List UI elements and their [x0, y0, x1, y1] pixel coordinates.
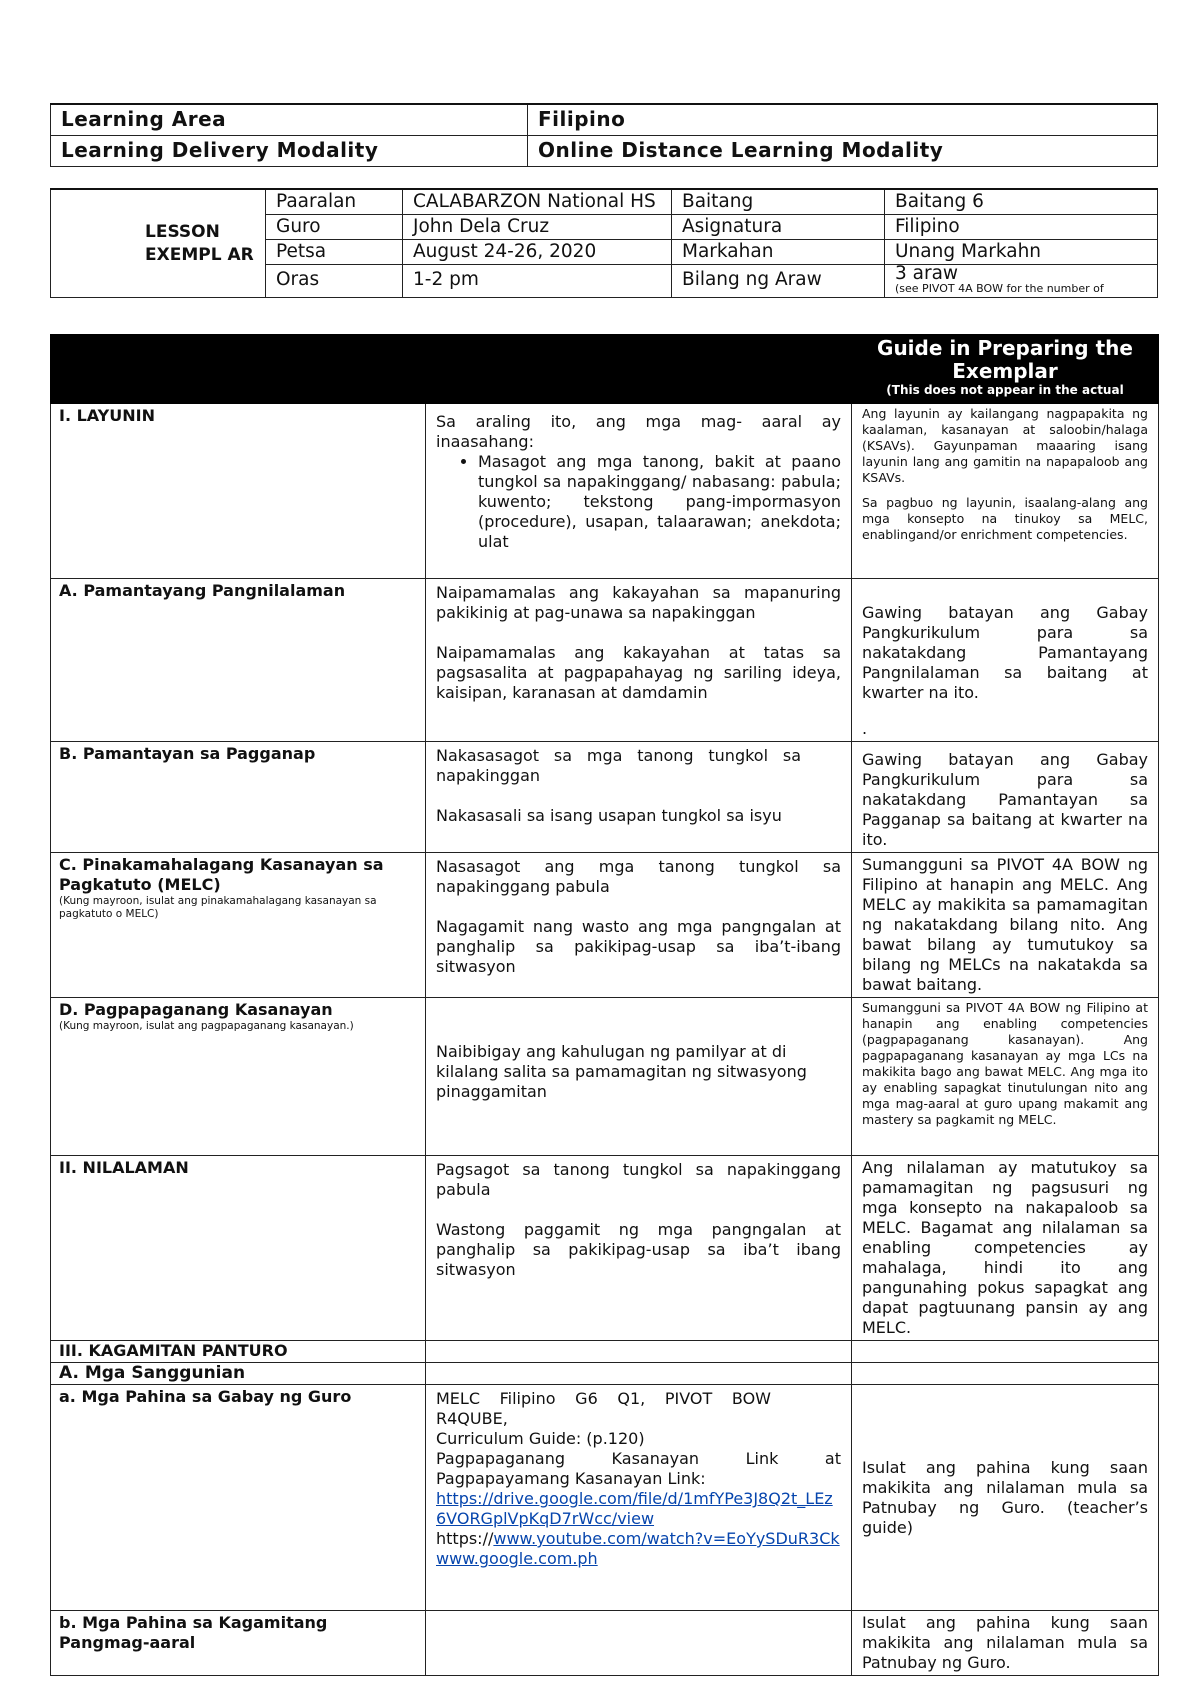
- nilalaman-text-2: Wastong paggamit ng mga pangngalan at panghalip sa pakikipag-usap sa iba’t ibang sitwasyon: [436, 1220, 841, 1279]
- info-value: Baitang 6: [885, 189, 1158, 215]
- table-row: [51, 998, 1159, 1156]
- info-value: Filipino: [885, 215, 1158, 240]
- kasanayan-guide: Sumangguni sa PIVOT 4A BOW ng Filipino at hanapin ang enabling competencies (pagpapaganang kasanayan). Ang pagpapaganang kasanayan ay mga LCs na makikita bago ang bawat MELC. Ang mga ito ay enabling sapagkat tinutulungan nito ang mga mag-aaral at guro upang makamit ang mastery sa pagkamit ng MELC.: [862, 1000, 1148, 1127]
- pangnilalaman-text-2: Naipamamalas ang kakayahan at tatas sa pagsasalita at pagpapahayag ng sariling ideya, kaisipan, karanasan at damdamin: [436, 643, 841, 702]
- layunin-intro: Sa araling ito, ang mga mag- aaral ay inaasahang:: [436, 412, 841, 451]
- modality-value: Online Distance Learning Modality: [528, 136, 1158, 167]
- table-row: [51, 1611, 1159, 1676]
- table-row: [51, 742, 1159, 853]
- table-row: [51, 853, 1159, 998]
- info-value: 1-2 pm: [403, 265, 672, 298]
- melc-note: (Kung mayroon, isulat ang pinakamahalagang kasanayan sa pagkatuto o MELC): [59, 895, 377, 920]
- info-key: Petsa: [266, 240, 403, 265]
- lesson-exemplar-label: LESSON EXEMPL AR: [51, 189, 266, 298]
- table-row: [51, 579, 1159, 742]
- youtube-link[interactable]: www.youtube.com/watch?v=EoYySDuR3Ck: [493, 1529, 840, 1548]
- guide-subtitle: (This does not appear in the actual: [886, 383, 1124, 397]
- layunin-bullet: • Masagot ang mga tanong, bakit at paano tungkol sa napakinggang/ nabasang: pabula; kuwento; tekstong pang-impormasyon (procedure), usapan, talaarawan; anekdota; ulat: [478, 452, 841, 552]
- info-value: CALABARZON National HS: [403, 189, 672, 215]
- table-row: [51, 1341, 1159, 1363]
- kasanayan-label: D. Pagpapaganang Kasanayan: [59, 1000, 333, 1019]
- table-row: [51, 404, 1159, 579]
- nilalaman-text-1: Pagsagot sa tanong tungkol sa napakinggang pabula: [436, 1160, 841, 1199]
- days-note: (see PIVOT 4A BOW for the number of: [895, 282, 1104, 295]
- header-table: [50, 103, 1158, 167]
- info-key: Markahan: [672, 240, 885, 265]
- info-key: Oras: [266, 265, 403, 298]
- melc-text-2: Nagagamit nang wasto ang mga pangngalan at panghalip sa pakikipag-usap sa iba’t-ibang sitwasyon: [436, 917, 841, 976]
- kagamitang-pangmag-label: b. Mga Pahina sa Kagamitang Pangmag-aaral: [59, 1613, 328, 1652]
- table-row: [51, 1156, 1159, 1341]
- guide-title: Guide in Preparing the Exemplar: [877, 336, 1133, 383]
- pagganap-label: B. Pamantayan sa Pagganap: [51, 742, 426, 853]
- gabay-line-2: Curriculum Guide: (p.120): [436, 1429, 645, 1448]
- kasanayan-text: Naibibigay ang kahulugan ng pamilyar at di kilalang salita sa pamamagitan ng sitwasyong pinaggamitan: [436, 1042, 807, 1101]
- pangnilalaman-text-1: Naipamamalas ang kakayahan sa mapanuring pakikinig at pag-unawa sa napakinggan: [436, 583, 841, 622]
- exemplar-table: [50, 334, 1159, 1676]
- info-key: Asignatura: [672, 215, 885, 240]
- learning-area-label: Learning Area: [51, 104, 528, 136]
- layunin-label: I. LAYUNIN: [51, 404, 426, 579]
- pangnilalaman-guide-dot: .: [862, 719, 868, 738]
- info-key: Guro: [266, 215, 403, 240]
- kagamitang-pangmag-guide: Isulat ang pahina kung saan makikita ang nilalaman mula sa Patnubay ng Guro.: [862, 1613, 1148, 1672]
- melc-text-1: Nasasagot ang mga tanong tungkol sa napakinggang pabula: [436, 857, 841, 896]
- gabay-label: a. Mga Pahina sa Gabay ng Guro: [51, 1385, 426, 1611]
- pangnilalaman-label: A. Pamantayang Pangnilalaman: [51, 579, 426, 742]
- google-link[interactable]: www.google.com.ph: [436, 1549, 598, 1568]
- melc-guide: Sumangguni sa PIVOT 4A BOW ng Filipino at hanapin ang MELC. Ang MELC ay makikita sa pamamagitan ng nakatakdang bilang nito. Ang bawat bilang ay tumutukoy sa bilang ng MELCs na nakatakda sa bawat baitang.: [862, 855, 1148, 994]
- modality-label: Learning Delivery Modality: [51, 136, 528, 167]
- days-value: 3 araw: [895, 264, 959, 284]
- nilalaman-guide: Ang nilalaman ay matutukoy sa pamamagitan ng pagsusuri ng mga konsepto na nakapaloob sa MELC. Bagamat ang nilalaman sa enabling competencies ay mahalaga, hindi ito ang pangunahing pokus sapagkat ang dapat pagtuunang pansin ay ang MELC.: [862, 1158, 1148, 1337]
- nilalaman-label: II. NILALAMAN: [51, 1156, 426, 1341]
- info-table: [50, 188, 1158, 298]
- info-value: Unang Markahn: [885, 240, 1158, 265]
- learning-area-value: Filipino: [528, 104, 1158, 136]
- gabay-guide: Isulat ang pahina kung saan makikita ang nilalaman mula sa Patnubay ng Guro. (teacher’s guide): [862, 1457, 1148, 1537]
- guide-header-row: [51, 335, 1159, 404]
- youtube-link-prefix: https://: [436, 1529, 494, 1548]
- layunin-guide-1: Ang layunin ay kailangang nagpapakita ng kaalaman, kasanayan at saloobin/halaga (KSAVs). Gayunpaman maaaring isang layunin lang ang gamitin na napapaloob ang KSAVs.: [862, 406, 1148, 485]
- melc-label: C. Pinakamahalagang Kasanayan sa Pagkatuto (MELC): [59, 855, 384, 894]
- drive-link[interactable]: https://drive.google.com/file/d/1mfYPe3J8Q2t_LEz6VORGplVpKqD7rWcc/view: [436, 1489, 833, 1528]
- info-key: Bilang ng Araw: [672, 265, 885, 298]
- pagganap-text-2: Nakasasali sa isang usapan tungkol sa isyu: [436, 806, 782, 825]
- table-row: [51, 1363, 1159, 1385]
- pagganap-guide: Gawing batayan ang Gabay Pangkurikulum para sa nakatakdang Pamantayan sa Pagganap sa baitang at kwarter na ito.: [862, 750, 1148, 849]
- guide-header: [852, 335, 1159, 404]
- sanggunian-label: A. Mga Sanggunian: [51, 1363, 426, 1385]
- info-value: August 24-26, 2020: [403, 240, 672, 265]
- gabay-line-3: Pagpapaganang Kasanayan Link at Pagpapayamang Kasanayan Link:: [436, 1449, 841, 1488]
- pagganap-text-1: Nakasasagot sa mga tanong tungkol sa napakinggan: [436, 746, 801, 785]
- gabay-line-1: MELC Filipino G6 Q1, PIVOT BOW R4QUBE,: [436, 1389, 771, 1428]
- info-value: John Dela Cruz: [403, 215, 672, 240]
- info-key: Paaralan: [266, 189, 403, 215]
- kagamitan-label: III. KAGAMITAN PANTURO: [51, 1341, 426, 1363]
- kasanayan-note: (Kung mayroon, isulat ang pagpapaganang kasanayan.): [59, 1020, 354, 1032]
- info-value-days: [885, 265, 1158, 298]
- pangnilalaman-guide: Gawing batayan ang Gabay Pangkurikulum para sa nakatakdang Pamantayang Pangnilalaman sa baitang at kwarter na ito.: [862, 603, 1148, 702]
- info-key: Baitang: [672, 189, 885, 215]
- layunin-guide-2: Sa pagbuo ng layunin, isaalang-alang ang mga konsepto na tinukoy sa MELC, enablingand/or enrichment competencies.: [862, 495, 1148, 542]
- table-row: [51, 1385, 1159, 1611]
